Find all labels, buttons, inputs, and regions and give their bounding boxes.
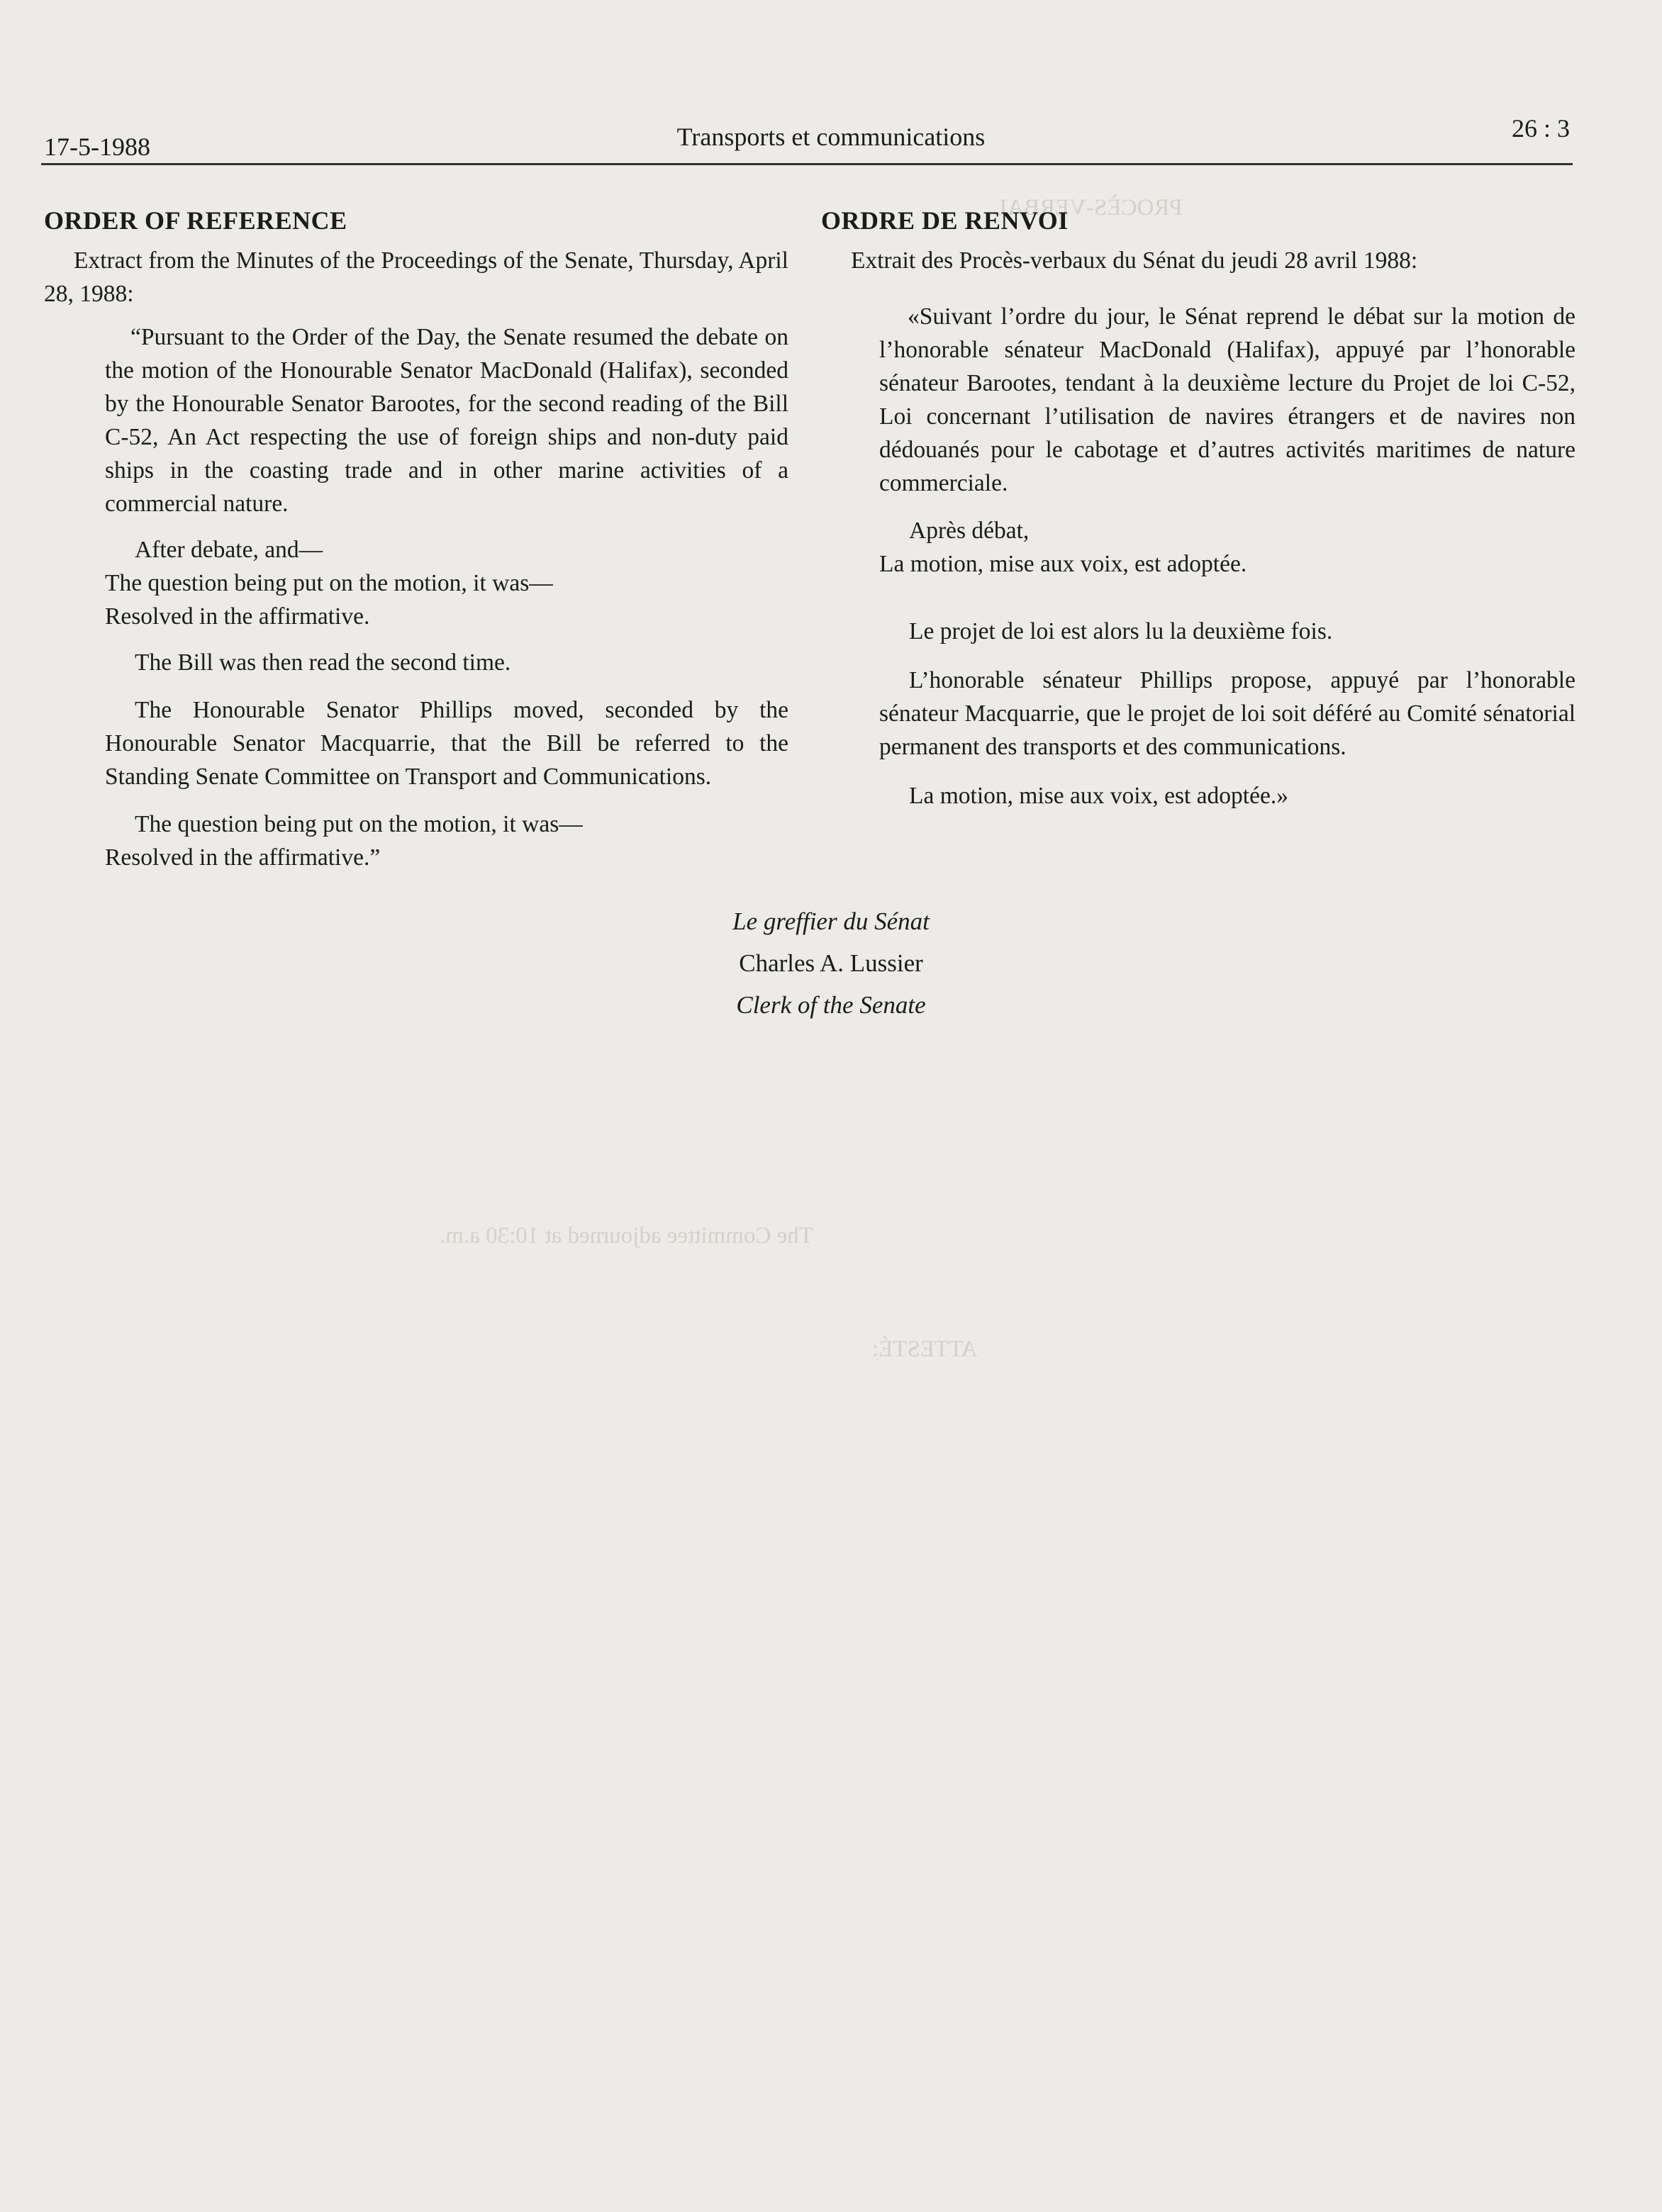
referral-motion-text: The Honourable Senator Phillips moved, seconded by the Honourable Senator Macquarrie, that the Bill be referred to the Standing Senate Committee on Transport and Communications.: [105, 697, 788, 790]
header-title: Transports et communications: [676, 123, 986, 151]
resolved-text-2: Resolved in the affirmative.”: [105, 844, 381, 871]
question-put-text-2: The question being put on the motion, it was—: [135, 811, 583, 837]
header-date: 17-5-1988: [44, 133, 150, 161]
order-of-reference-heading: ORDER OF REFERENCE: [44, 206, 347, 235]
extract-intro: Extract from the Minutes of the Proceedings of the Senate, Thursday, April 28, 1988:: [44, 247, 788, 307]
renvoi-motion-text: L’honorable sénateur Phillips propose, appuyé par l’honorable sénateur Macquarrie, que le projet de loi soit déféré au Comité sénatorial permanent des transports et des communications.: [879, 667, 1575, 760]
clerk-name: Charles A. Lussier: [739, 949, 923, 977]
after-debate-text: After debate, and—: [135, 537, 323, 563]
motion-adoptee-text: La motion, mise aux voix, est adoptée.: [879, 551, 1247, 577]
french-column: [821, 206, 1575, 828]
show-through-text: The Committee adjourned at 10:30 a.m.: [440, 1223, 813, 1249]
header-rule: [41, 163, 1573, 165]
clerk-title: Clerk of the Senate: [736, 991, 926, 1019]
debat-block: [879, 514, 1575, 581]
english-column: [44, 206, 788, 887]
greffier-title: Le greffier du Sénat: [732, 907, 930, 935]
ordre-de-renvoi-heading: ORDRE DE RENVOI: [821, 206, 1069, 235]
deuxieme-lecture-text: Le projet de loi est alors lu la deuxième fois.: [909, 618, 1333, 644]
motion-quote: “Pursuant to the Order of the Day, the Senate resumed the debate on the motion of the Honourable Senator MacDonald (Halifax), seconded by the Honourable Senator Barootes, for the second reading of the Bill C-52, An Act respecting the use of foreign ships and non-duty paid ships in the coasting trade and in other marine activities of a commercial nature.: [105, 324, 788, 517]
resolved-text: Resolved in the affirmative.: [105, 603, 370, 630]
show-through-text: ATTESTÉ:: [872, 1336, 978, 1362]
final-vote-block: [105, 808, 788, 874]
question-put-text: The question being put on the motion, it was—: [105, 570, 553, 596]
motion-adoptee-text-2: La motion, mise aux voix, est adoptée.»: [909, 783, 1288, 809]
apres-debat-text: Après débat,: [909, 518, 1030, 544]
debate-block: [105, 533, 788, 633]
header-page-number: 26 : 3: [1511, 114, 1570, 143]
motion-quote-fr: «Suivant l’ordre du jour, le Sénat reprend le débat sur la motion de l’honorable sénateur MacDonald (Halifax), appuyé par l’honorable sénateur Barootes, tendant à la deuxième lecture du Projet de loi C-52, Loi concernant l’utilisation de navires étrangers et de navires non dédouanés pour le cabotage et d’autres activités maritimes de nature commerciale.: [879, 303, 1575, 496]
show-through-text: PROCÈS-VERBAL: [993, 195, 1183, 220]
extrait-intro: Extrait des Procès-verbaux du Sénat du jeudi 28 avril 1988:: [851, 247, 1418, 274]
signature-block: [0, 900, 1662, 1026]
second-reading-text: The Bill was then read the second time.: [135, 649, 511, 676]
